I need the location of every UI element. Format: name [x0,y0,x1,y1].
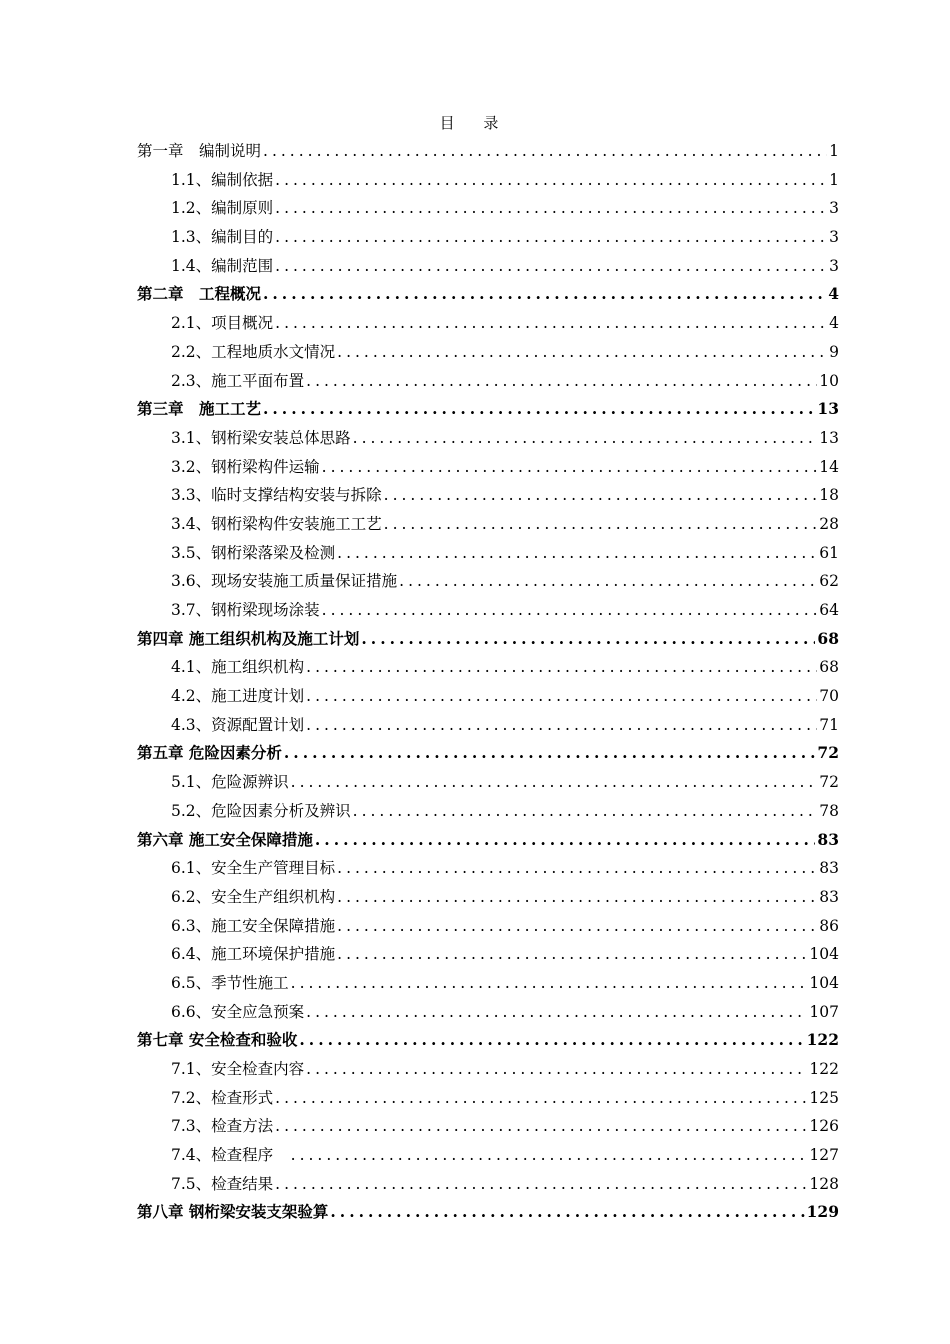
toc-dot-leader [306,682,817,711]
toc-entry-label: 6.3、施工安全保障措施 [171,916,336,935]
toc-dot-leader [275,1170,807,1199]
toc-entry-label: 4.1、施工组织机构 [171,658,305,677]
toc-dot-leader [337,539,817,568]
toc-page-number: 13 [819,428,839,447]
toc-dot-leader [337,912,817,941]
toc-entry-label: 3.4、钢桁梁构件安装施工工艺 [171,514,382,533]
toc-chapter-entry[interactable] [137,1198,839,1227]
toc-page-number: 68 [819,658,839,677]
toc-page-number: 122 [806,1030,839,1050]
toc-dot-leader [315,826,816,855]
toc-entry-label: 第三章 施工工艺 [137,399,262,419]
toc-section-entry[interactable] [137,252,839,281]
toc-chapter-entry[interactable] [137,280,839,309]
toc-section-entry[interactable] [137,1055,839,1084]
toc-page-number: 128 [809,1174,839,1193]
toc-entry-label: 6.4、施工环境保护措施 [171,945,336,964]
toc-entry-label: 3.1、钢桁梁安装总体思路 [171,428,351,447]
toc-dot-leader [399,567,817,596]
toc-entry-label: 2.2、工程地质水文情况 [171,342,336,361]
toc-entry-label: 7.4、检查程序 [171,1146,289,1165]
toc-page-number: 61 [819,543,839,562]
toc-page-number: 107 [809,1002,839,1021]
toc-page-number: 86 [819,916,839,935]
toc-entry-label: 2.3、施工平面布置 [171,371,305,390]
toc-section-entry[interactable] [137,854,839,883]
toc-section-entry[interactable] [137,1084,839,1113]
toc-entry-label: 第五章 危险因素分析 [137,743,282,763]
toc-chapter-entry[interactable] [137,1026,839,1055]
toc-entry-label: 3.7、钢桁梁现场涂装 [171,601,320,619]
toc-entry-label: 7.1、安全检查内容 [171,1060,305,1078]
toc-entry-label: 6.5、季节性施工 [171,973,289,992]
toc-dot-leader [291,768,818,797]
toc-page-number: 9 [829,342,839,361]
toc-section-entry[interactable] [137,223,839,252]
toc-entry-label: 7.5、检查结果 [171,1174,274,1193]
toc-dot-leader [384,481,818,510]
toc-entry-label: 1.3、编制目的 [171,228,274,247]
toc-entry-label: 第四章 施工组织机构及施工计划 [137,628,360,648]
toc-page-number: 28 [819,514,839,533]
toc-page-number: 64 [819,601,839,619]
toc-dot-leader [275,194,827,223]
toc-section-entry[interactable] [137,912,839,941]
toc-page-number: 78 [819,801,839,820]
toc-dot-leader [361,625,815,654]
toc-entry-label: 第七章 安全检查和验收 [137,1030,298,1050]
toc-page-number: 104 [809,973,839,992]
toc-page-number: 72 [819,773,839,792]
toc-dot-leader [353,797,818,826]
toc-dot-leader [275,309,827,338]
toc-page-number: 4 [828,284,839,304]
toc-entry-label: 3.2、钢桁梁构件运输 [171,457,320,476]
toc-page-number: 122 [809,1060,839,1078]
toc-entry-label: 5.2、危险因素分析及辨识 [171,801,351,820]
toc-dot-leader [322,596,818,625]
toc-entry-label: 4.3、资源配置计划 [171,715,305,734]
toc-dot-leader [337,854,817,883]
toc-entry-label: 6.1、安全生产管理目标 [171,859,336,878]
toc-section-entry[interactable] [137,539,839,568]
toc-page-number: 4 [829,314,839,333]
toc-page-number: 3 [829,256,839,275]
toc-entry-label: 3.3、临时支撑结构安装与拆除 [171,486,382,505]
toc-section-entry[interactable] [137,194,839,223]
toc-page-number: 129 [806,1202,839,1222]
toc-page-number: 10 [819,371,839,390]
toc-page-number: 3 [829,199,839,218]
toc-section-entry[interactable] [137,367,839,396]
toc-page-number: 83 [817,829,839,849]
toc-section-entry[interactable] [137,653,839,682]
toc-entry-label: 第一章 编制说明 [137,142,262,160]
toc-entry-label: 1.2、编制原则 [171,199,274,218]
toc-dot-leader [337,883,817,912]
toc-page-number: 83 [819,887,839,906]
toc-section-entry[interactable] [137,567,839,596]
toc-page-number: 1 [829,170,839,189]
toc-dot-leader [263,137,827,166]
toc-dot-leader [337,940,807,969]
toc-section-entry[interactable] [137,481,839,510]
toc-section-entry[interactable] [137,682,839,711]
toc-chapter-entry[interactable] [137,395,839,424]
toc-dot-leader [306,1055,807,1084]
toc-section-entry[interactable] [137,969,839,998]
toc-section-entry[interactable] [137,596,839,625]
toc-chapter-entry[interactable] [137,739,839,768]
toc-title: 目 录 [439,114,511,132]
toc-page-number: 125 [809,1088,839,1107]
toc-dot-leader [330,1198,804,1227]
toc-section-entry[interactable] [137,338,839,367]
toc-dot-leader [275,252,827,281]
toc-page-number: 127 [809,1146,839,1165]
toc-dot-leader [284,739,816,768]
toc-entry-label: 3.6、现场安装施工质量保证措施 [171,572,398,591]
toc-section-entry[interactable] [137,510,839,539]
toc-page-number: 71 [819,715,839,734]
toc-chapter-entry[interactable] [137,137,839,166]
toc-section-entry[interactable] [137,424,839,453]
toc-page-number: 62 [819,572,839,591]
toc-dot-leader [353,424,818,453]
toc-dot-leader [299,1026,804,1055]
toc-page-number: 126 [809,1117,839,1136]
toc-dot-leader [322,453,818,482]
toc-section-entry[interactable] [137,711,839,740]
toc-entry-label: 6.6、安全应急预案 [171,1002,305,1021]
toc-page-number: 14 [819,457,839,476]
toc-section-entry[interactable] [137,1170,839,1199]
toc-section-entry[interactable] [137,940,839,969]
toc-entry-label: 6.2、安全生产组织机构 [171,887,336,906]
toc-entry-label: 7.3、检查方法 [171,1117,274,1136]
toc-page-number: 68 [817,628,839,648]
toc-section-entry[interactable] [137,1112,839,1141]
toc-dot-leader [306,711,817,740]
table-of-contents [137,137,839,1227]
toc-section-entry[interactable] [137,797,839,826]
toc-entry-label: 第二章 工程概况 [137,284,262,304]
toc-dot-leader [306,998,807,1027]
toc-entry-label: 第八章 钢桁梁安装支架验算 [137,1202,329,1222]
toc-entry-label: 第六章 施工安全保障措施 [137,829,313,849]
toc-section-entry[interactable] [137,768,839,797]
toc-page-number: 83 [819,859,839,878]
toc-section-entry[interactable] [137,166,839,195]
toc-page-number: 72 [817,743,839,763]
toc-dot-leader [263,280,826,309]
toc-section-entry[interactable] [137,453,839,482]
toc-section-entry[interactable] [137,883,839,912]
toc-dot-leader [275,223,827,252]
toc-chapter-entry[interactable] [137,625,839,654]
toc-entry-label: 2.1、项目概况 [171,314,274,333]
toc-page-number: 18 [819,486,839,505]
toc-dot-leader [306,367,817,396]
toc-page-number: 3 [829,228,839,247]
toc-dot-leader [275,1084,807,1113]
toc-page-number: 70 [819,687,839,706]
toc-entry-label: 1.1、编制依据 [171,170,274,189]
toc-dot-leader [291,969,808,998]
toc-page-number: 1 [829,142,839,160]
toc-entry-label: 4.2、施工进度计划 [171,687,305,706]
toc-entry-label: 3.5、钢桁梁落梁及检测 [171,543,336,562]
toc-dot-leader [291,1141,808,1170]
toc-entry-label: 7.2、检查形式 [171,1088,274,1107]
toc-section-entry[interactable] [137,309,839,338]
toc-section-entry[interactable] [137,1141,839,1170]
toc-dot-leader [384,510,818,539]
toc-dot-leader [263,395,815,424]
toc-dot-leader [275,166,827,195]
toc-page-number: 104 [809,945,839,964]
toc-dot-leader [337,338,827,367]
toc-dot-leader [275,1112,807,1141]
toc-section-entry[interactable] [137,998,839,1027]
toc-entry-label: 5.1、危险源辨识 [171,773,289,792]
toc-page-number: 13 [817,399,839,419]
toc-entry-label: 1.4、编制范围 [171,256,274,275]
toc-chapter-entry[interactable] [137,826,839,855]
toc-dot-leader [306,653,817,682]
